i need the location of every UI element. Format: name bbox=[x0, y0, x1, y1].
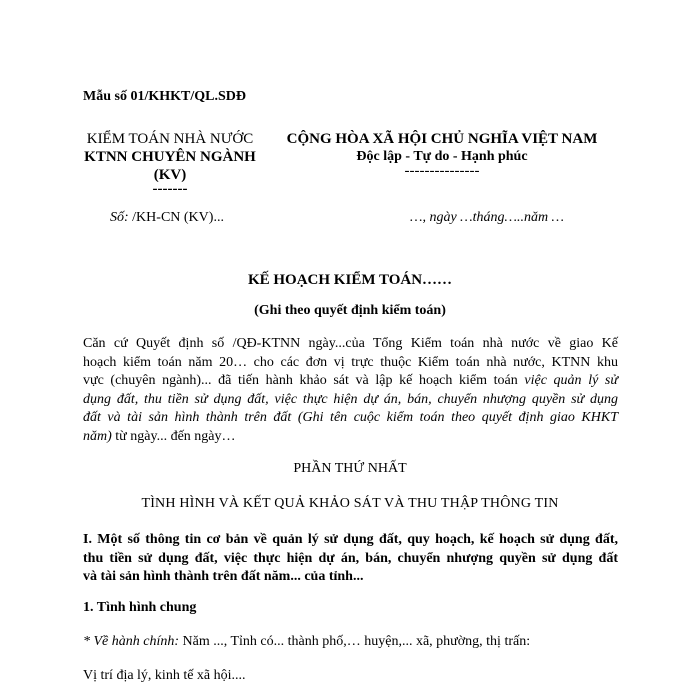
intro-line: đất và tài sản hình thành trên đất (Ghi tên cuộc kiểm toán theo quyết định giao KHKT bbox=[83, 410, 618, 425]
intro-line: hoạch kiểm toán năm 20… cho các đơn vị trực thuộc Kiểm toán nhà nước, KTNN khu bbox=[83, 354, 618, 370]
form-code: Mẫu số 01/KHKT/QL.SDĐ bbox=[83, 89, 246, 104]
agency-divider: ------- bbox=[152, 181, 188, 197]
document-number bbox=[110, 210, 224, 226]
document-title: KẾ HOẠCH KIỂM TOÁN…… bbox=[247, 272, 453, 288]
intro-paragraph bbox=[83, 335, 618, 446]
geography-line: Vị trí địa lý, kinh tế xã hội.... bbox=[83, 668, 246, 683]
national-motto: Độc lập - Tự do - Hạnh phúc bbox=[356, 149, 528, 164]
administrative-label: * Về hành chính: bbox=[83, 634, 180, 649]
intro-line: dụng đất, thu tiền sử dụng đất, việc thực hiện dự án, bán, chuyển nhượng quyền sử dụng bbox=[83, 391, 618, 407]
section-1-heading bbox=[83, 531, 618, 587]
agency-name: KIỂM TOÁN NHÀ NƯỚC bbox=[86, 131, 254, 147]
agency-unit: KTNN CHUYÊN NGÀNH bbox=[84, 149, 256, 165]
administrative-text: Năm ..., Tỉnh có... thành phố,… huyện,... xã, phường, thị trấn: bbox=[179, 634, 531, 649]
intro-line: Căn cứ Quyết định số /QĐ-KTNN ngày...của Tổng Kiểm toán nhà nước về giao Kế bbox=[83, 336, 618, 351]
intro-line bbox=[83, 428, 618, 447]
agency-region: (KV) bbox=[153, 167, 187, 183]
intro-line bbox=[83, 372, 618, 391]
intro-text: vực (chuyên ngành)... đã tiến hành khảo sát và lập kế hoạch kiểm toán bbox=[83, 373, 525, 388]
document-number-prefix: Số: bbox=[110, 210, 133, 225]
document-number-value: /KH-CN (KV)... bbox=[132, 210, 224, 225]
subsection-1-heading: 1. Tình hình chung bbox=[83, 600, 197, 615]
date-line: …, ngày …tháng…..năm … bbox=[410, 210, 565, 225]
audit-subject-text: năm) bbox=[83, 428, 112, 444]
section-1-line: I. Một số thông tin cơ bản về quản lý sử dụng đất, quy hoạch, kế hoạch sử dụng đất, bbox=[83, 532, 618, 547]
issuing-agency-header bbox=[80, 130, 260, 197]
audit-subject-text: việc quản lý sử bbox=[524, 373, 619, 388]
motto-divider: --------------- bbox=[404, 163, 480, 179]
part-one-title: TÌNH HÌNH VÀ KẾT QUẢ KHẢO SÁT VÀ THU THẬP THÔNG TIN bbox=[141, 496, 559, 511]
section-1-line: thu tiền sử dụng đất, việc thực hiện dự án, bán, chuyển nhượng quyền sử dụng đất bbox=[83, 550, 618, 566]
country-name: CỘNG HÒA XÃ HỘI CHỦ NGHĨA VIỆT NAM bbox=[286, 131, 598, 147]
part-one-heading: PHẦN THỨ NHẤT bbox=[293, 461, 407, 476]
section-1-line: và tài sản hình thành trên đất năm... của tỉnh... bbox=[83, 569, 364, 584]
intro-text: từ ngày... đến ngày… bbox=[111, 428, 236, 444]
administrative-line bbox=[83, 634, 530, 650]
document-subtitle: (Ghi theo quyết định kiểm toán) bbox=[254, 303, 446, 318]
national-header bbox=[272, 130, 612, 179]
